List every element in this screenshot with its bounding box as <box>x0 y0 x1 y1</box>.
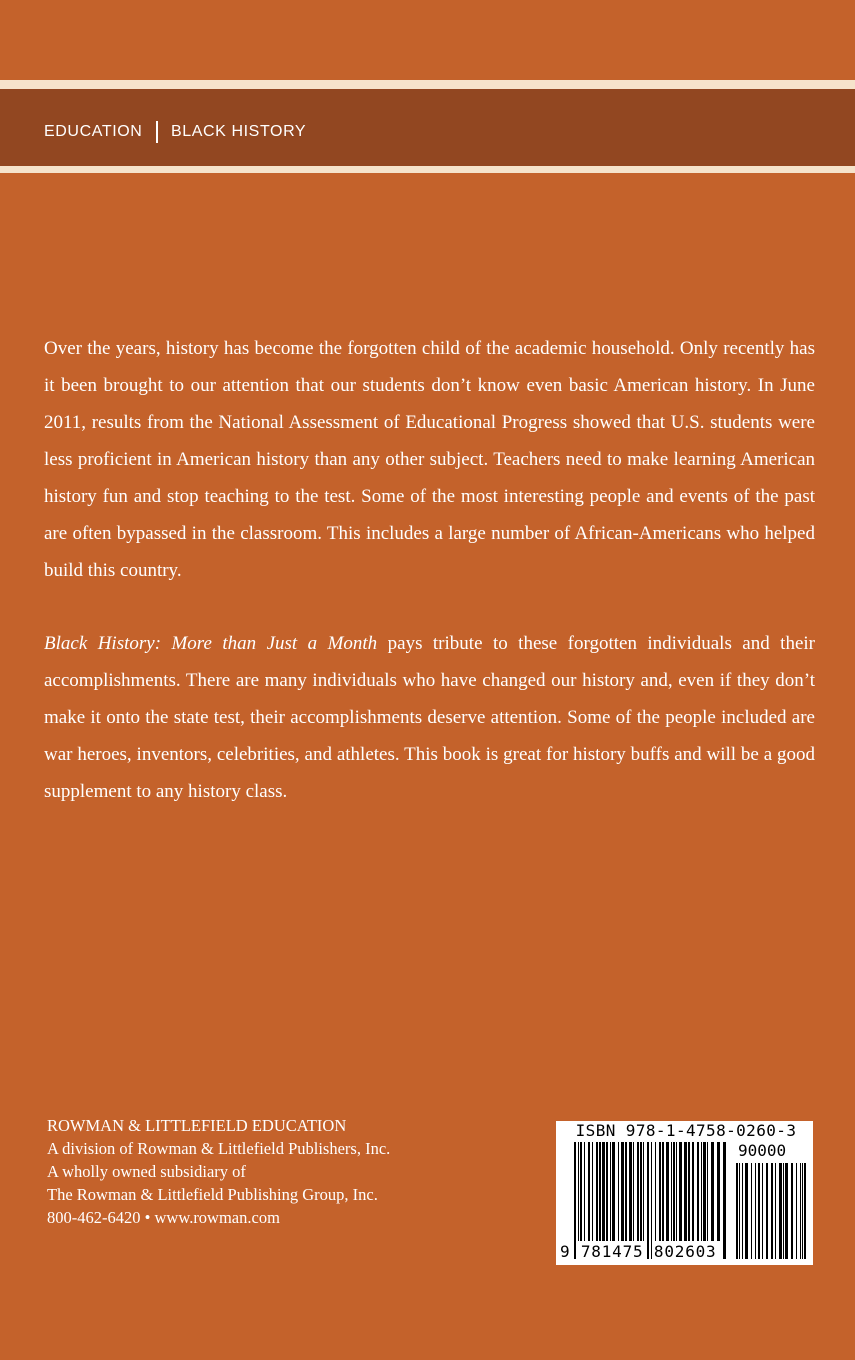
addon-bar <box>775 1163 776 1259</box>
barcode-bar <box>688 1142 690 1241</box>
addon-bar <box>796 1163 797 1259</box>
barcode-bar <box>701 1142 702 1241</box>
category-black-history: BLACK HISTORY <box>170 123 307 140</box>
book-title: Black History: More than Just a Month <box>44 633 378 654</box>
barcode-bar <box>588 1142 590 1241</box>
addon-bar <box>771 1163 773 1259</box>
imprint-line-2: A division of Rowman & Littlefield Publishers, Inc. <box>47 1139 391 1158</box>
barcode-bar <box>697 1142 699 1241</box>
imprint-line-5: 800-462-6420 • www.rowman.com <box>47 1208 280 1227</box>
addon-code: 90000 <box>738 1141 787 1160</box>
barcode-bar <box>629 1142 632 1241</box>
barcode-bar <box>602 1142 605 1241</box>
addon-bar <box>802 1163 803 1259</box>
category-education: EDUCATION <box>44 123 143 140</box>
barcode-bar <box>592 1142 593 1241</box>
barcode-bar <box>625 1142 627 1241</box>
addon-bar <box>779 1163 782 1259</box>
addon-bar <box>804 1163 806 1259</box>
isbn-text: ISBN 978-1-4758-0260-3 <box>575 1121 797 1140</box>
barcode-bar <box>621 1142 624 1241</box>
description-paragraph-2-text: pays tribute to these forgotten individuals and their accomplishments. There are many individuals who have changed our history and, even if they don’t make it onto the state test, their accomplishments deserve attention. Some of the people included are war heroes, inventors, celebrities, and athletes. This book is great for history buffs and will be a good supplement to any history class. <box>44 633 815 802</box>
barcode-bar <box>637 1142 639 1241</box>
barcode-bar <box>671 1142 672 1241</box>
bottom-cream-stripe <box>0 166 855 173</box>
barcode-bar <box>606 1142 608 1241</box>
description-paragraph-2 <box>44 625 815 810</box>
barcode-bar <box>711 1142 714 1241</box>
barcode-bar <box>659 1142 661 1241</box>
addon-bar <box>791 1163 793 1259</box>
barcode-bar <box>618 1142 619 1241</box>
addon-bar <box>745 1163 748 1259</box>
barcode-bar <box>666 1142 669 1241</box>
addon-bar <box>762 1163 763 1259</box>
barcode-bar <box>673 1142 675 1241</box>
imprint-line-1: ROWMAN & LITTLEFIELD EDUCATION <box>47 1116 347 1135</box>
imprint-line-4: The Rowman & Littlefield Publishing Group, Inc. <box>47 1185 378 1204</box>
barcode-bar <box>578 1142 579 1241</box>
addon-bar <box>736 1163 738 1259</box>
publisher-imprint <box>47 1114 390 1229</box>
book-description <box>44 330 815 846</box>
barcode-bar <box>584 1142 585 1241</box>
addon-bar <box>800 1163 801 1259</box>
barcode-bar <box>703 1142 706 1241</box>
addon-bar <box>766 1163 768 1259</box>
addon-bar <box>783 1163 784 1259</box>
barcode-bar <box>612 1142 615 1241</box>
barcode-bar <box>580 1142 582 1241</box>
barcode-bar <box>655 1142 656 1241</box>
barcode-bar <box>599 1142 601 1241</box>
barcode-bar <box>723 1142 726 1259</box>
barcode-bar <box>707 1142 708 1241</box>
addon-bar <box>785 1163 788 1259</box>
imprint-line-3: A wholly owned subsidiary of <box>47 1162 246 1181</box>
barcode-bar <box>684 1142 687 1241</box>
addon-bar <box>755 1163 756 1259</box>
barcode-bar <box>679 1142 682 1241</box>
description-paragraph-1: Over the years, history has become the forgotten child of the academic household. Only recently has it been brought to our attention that our students don’t know even basic American history. In June 2011, results from the National Assessment of Educational Progress showed that U.S. students were less proficient in American history than any other subject. Teachers need to make learning American history fun and stop teaching to the test. Some of the most interesting people and events of the past are often bypassed in the classroom. This includes a large number of African-Americans who helped build this country. <box>44 338 815 581</box>
barcode-bar <box>596 1142 598 1241</box>
barcode-bar <box>692 1142 694 1241</box>
barcode-bar <box>610 1142 611 1241</box>
barcode-bar <box>643 1142 644 1241</box>
barcode-bar <box>640 1142 642 1241</box>
category-labels <box>44 121 306 143</box>
barcode-bar <box>662 1142 664 1241</box>
addon-bar <box>742 1163 743 1259</box>
addon-bar <box>758 1163 760 1259</box>
addon-bar <box>751 1163 752 1259</box>
barcode-bar <box>717 1142 720 1241</box>
isbn-barcode <box>556 1121 813 1265</box>
addon-bar <box>739 1163 740 1259</box>
category-divider <box>156 121 158 143</box>
barcode-bar <box>633 1142 634 1241</box>
barcode-bar <box>676 1142 677 1241</box>
top-cream-stripe <box>0 80 855 89</box>
ean-digits: 9 781475 802603 <box>560 1242 717 1261</box>
